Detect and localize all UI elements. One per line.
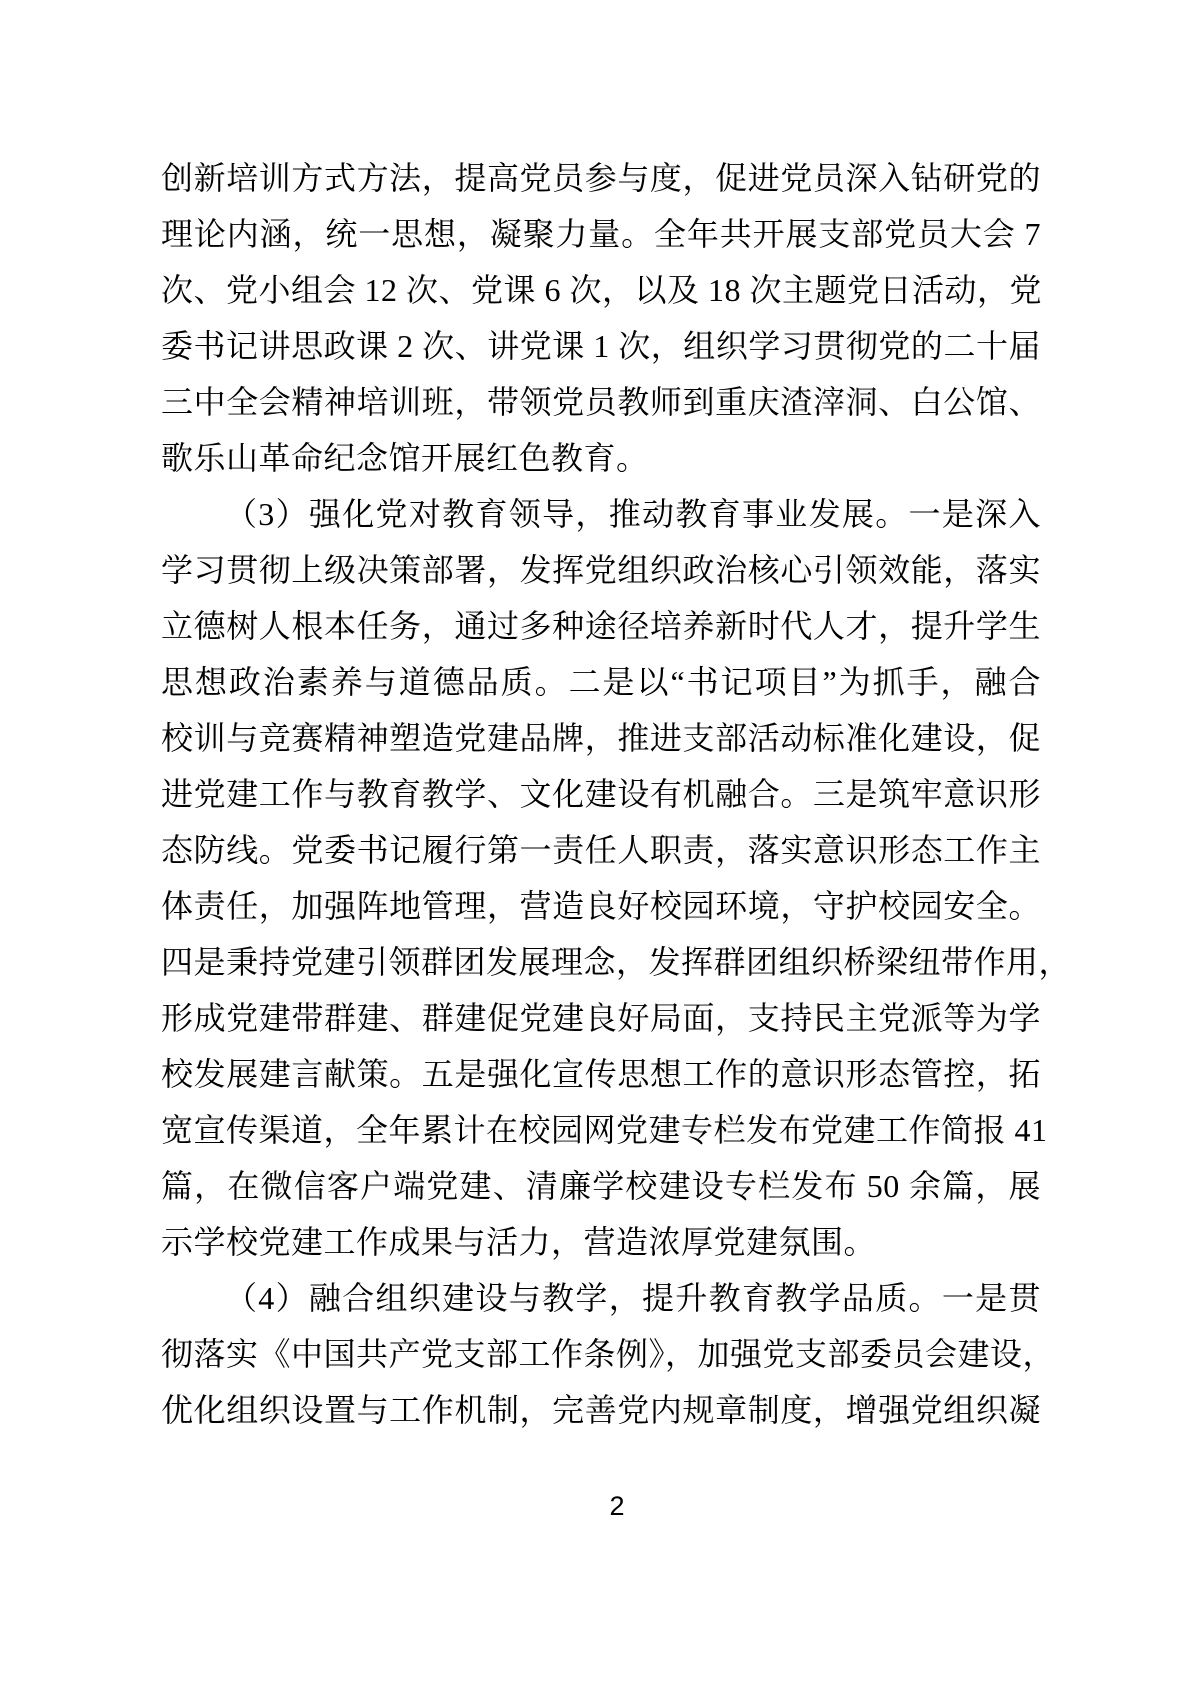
- text-line: 歌乐山革命纪念馆开展红色教育。: [161, 440, 649, 476]
- text-line: 篇，在微信客户端党建、清廉学校建设专栏发布 50 余篇，展: [161, 1168, 1041, 1204]
- text-line: 示学校党建工作成果与活力，营造浓厚党建氛围。: [161, 1224, 877, 1260]
- text-line: 委书记讲思政课 2 次、讲党课 1 次，组织学习贯彻党的二十届: [161, 328, 1041, 364]
- text-line: 宽宣传渠道，全年累计在校园网党建专栏发布党建工作简报 41: [161, 1112, 1048, 1148]
- text-line: （3）强化党对教育领导，推动教育事业发展。一是深入: [225, 496, 1041, 532]
- text-line: 校训与竞赛精神塑造党建品牌，推进支部活动标准化建设，促: [161, 720, 1041, 756]
- text-line: 优化组织设置与工作机制，完善党内规章制度，增强党组织凝: [161, 1392, 1041, 1428]
- text-line: 校发展建言献策。五是强化宣传思想工作的意识形态管控，拓: [161, 1056, 1041, 1092]
- text-line: 思想政治素养与道德品质。二是以“书记项目”为抓手，融合: [161, 664, 1041, 700]
- document-body: [161, 150, 1072, 1438]
- text-line: 学习贯彻上级决策部署，发挥党组织政治核心引领效能，落实: [161, 552, 1041, 588]
- text-line: 进党建工作与教育教学、文化建设有机融合。三是筑牢意识形: [161, 776, 1041, 812]
- page-number: 2: [609, 1491, 625, 1521]
- text-line: 立德树人根本任务，通过多种途径培养新时代人才，提升学生: [161, 608, 1041, 644]
- text-line: 四是秉持党建引领群团发展理念，发挥群团组织桥梁纽带作用，: [161, 944, 1072, 980]
- text-line: 形成党建带群建、群建促党建良好局面，支持民主党派等为学: [161, 1000, 1041, 1036]
- text-line: 态防线。党委书记履行第一责任人职责，落实意识形态工作主: [161, 832, 1041, 868]
- text-line: 理论内涵，统一思想，凝聚力量。全年共开展支部党员大会 7: [161, 216, 1041, 252]
- text-line: 次、党小组会 12 次、党课 6 次，以及 18 次主题党日活动，党: [161, 272, 1043, 308]
- text-line: 创新培训方式方法，提高党员参与度，促进党员深入钻研党的: [161, 160, 1041, 196]
- text-line: 彻落实《中国共产党支部工作条例》，加强党支部委员会建设，: [161, 1336, 1056, 1372]
- text-line: 体责任，加强阵地管理，营造良好校园环境，守护校园安全。: [161, 888, 1041, 924]
- text-line: （4）融合组织建设与教学，提升教育教学品质。一是贯: [225, 1280, 1041, 1316]
- text-line: 三中全会精神培训班，带领党员教师到重庆渣滓洞、白公馆、: [161, 384, 1041, 420]
